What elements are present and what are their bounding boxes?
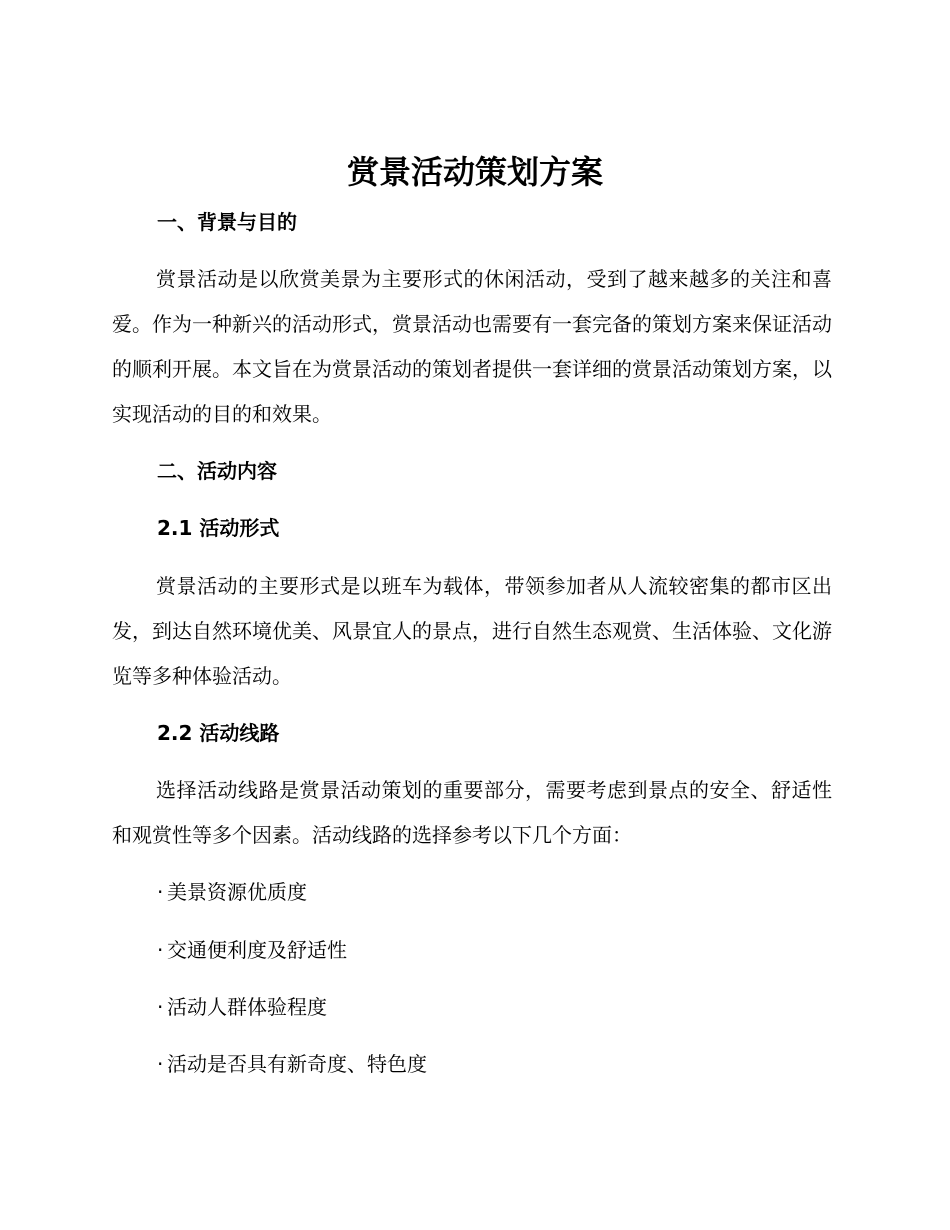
section-heading-background: 一、背景与目的 <box>157 210 297 234</box>
list-item-text: 活动是否具有新奇度、特色度 <box>167 1052 427 1076</box>
list-item <box>157 993 327 1021</box>
subsection-heading-form: 2.1 活动形式 <box>157 516 280 540</box>
list-item-text: 美景资源优质度 <box>167 880 307 904</box>
list-item-text: 交通便利度及舒适性 <box>167 938 347 962</box>
bullet-marker: · <box>157 880 164 904</box>
section-heading-content: 二、活动内容 <box>157 459 277 483</box>
document-title: 赏景活动策划方案 <box>346 153 603 191</box>
bullet-marker: · <box>157 1052 164 1076</box>
paragraph-background: 赏景活动是以欣赏美景为主要形式的休闲活动，受到了越来越多的关注和喜爱。作为一种新兴的活动形式，赏景活动也需要有一套完备的策划方案来保证活动的顺利开展。本文旨在为赏景活动的策划者提供一套详细的赏景活动策划方案，以实现活动的目的和效果。 <box>112 267 832 426</box>
bullet-marker: · <box>157 938 164 962</box>
list-item-text: 活动人群体验程度 <box>167 995 327 1019</box>
subsection-heading-route: 2.2 活动线路 <box>157 721 280 745</box>
list-item <box>157 878 307 906</box>
list-item <box>157 936 347 964</box>
bullet-marker: · <box>157 995 164 1019</box>
paragraph-form: 赏景活动的主要形式是以班车为载体，带领参加者从人流较密集的都市区出发，到达自然环境优美、风景宜人的景点，进行自然生态观赏、生活体验、文化游览等多种体验活动。 <box>112 574 832 688</box>
paragraph-route: 选择活动线路是赏景活动策划的重要部分，需要考虑到景点的安全、舒适性和观赏性等多个因素。活动线路的选择参考以下几个方面： <box>112 778 832 847</box>
list-item <box>157 1050 427 1078</box>
